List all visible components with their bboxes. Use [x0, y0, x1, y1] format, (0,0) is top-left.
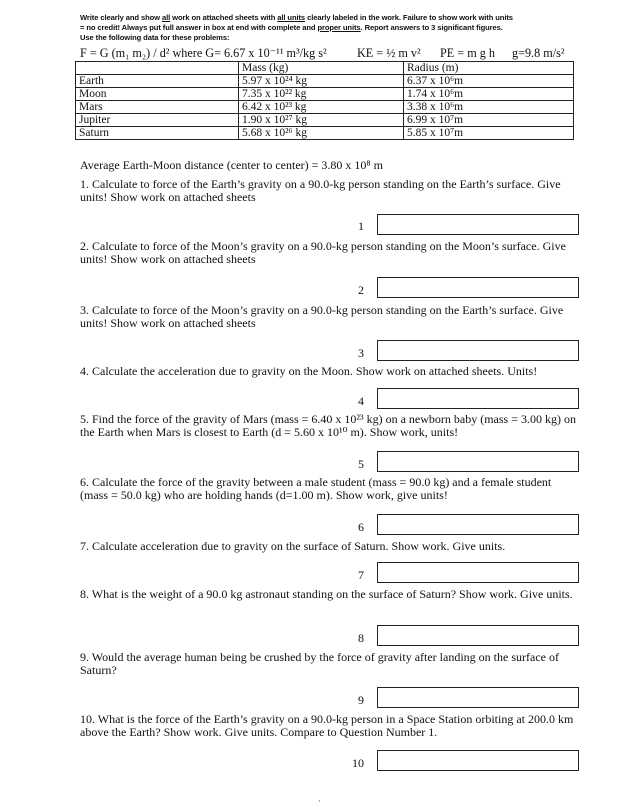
potential-energy-formula: PE = m g h: [440, 46, 495, 60]
table-cell: 6.99 x 10⁷m: [404, 114, 574, 127]
answer-label-1: 1: [358, 219, 364, 233]
question-2-text: 2. Calculate to force of the Moon’s gravity on a 90.0-kg person standing on the Moon’s surface. Give units! Show work on attached sheets: [80, 239, 566, 266]
avg-earth-moon-distance: Average Earth-Moon distance (center to center) = 3.80 x 10⁸ m: [80, 158, 383, 172]
gravity-formula: F = G (m₁ m₂) / d² where G= 6.67 x 10⁻¹¹ m³/kg s²: [80, 46, 327, 60]
table-cell: 1.90 x 10²⁷ kg: [239, 114, 404, 127]
question-3-text: 3. Calculate to force of the Moon’s gravity on a 90.0-kg person standing on the Earth’s surface. Give units! Show work on attached sheets: [80, 303, 564, 330]
instructions-line-3: Use the following data for these problems:: [80, 33, 230, 42]
answer-label-9: 9: [358, 693, 364, 707]
answer-label-10: 10: [352, 756, 364, 770]
answer-box-8[interactable]: [377, 625, 579, 646]
table-row: [76, 127, 574, 140]
answer-label-2: 2: [358, 283, 364, 297]
instr-text: . Report answers to 3 significant figures.: [360, 23, 503, 32]
question-6-text: 6. Calculate the force of the gravity between a male student (mass = 90.0 kg) and a female student (mass = 50.0 kg) who are holding hands (d=1.00 m). Show work, give units!: [80, 475, 552, 502]
table-cell: 7.35 x 10²² kg: [239, 88, 404, 101]
answer-box-1[interactable]: [377, 214, 579, 235]
instructions-line-2: [80, 23, 590, 33]
answer-box-3[interactable]: [377, 340, 579, 361]
table-cell: Moon: [76, 88, 239, 101]
question-5-text: 5. Find the force of the gravity of Mars (mass = 6.40 x 10²³ kg) on a newborn baby (mass = 3.00 kg) on the Earth when Mars is closest to Earth (d = 5.60 x 10¹⁰ m). Show work, units!: [80, 412, 576, 439]
instr-underline-all: all: [161, 13, 171, 22]
table-header-cell: Mass (kg): [239, 62, 404, 75]
question-7-text: 7. Calculate acceleration due to gravity on the surface of Saturn. Show work. Give units.: [80, 539, 506, 553]
answer-box-4[interactable]: [377, 388, 579, 409]
answer-label-5: 5: [358, 457, 364, 471]
instructions-line-1: [80, 13, 590, 23]
answer-box-5[interactable]: [377, 451, 579, 472]
answer-label-6: 6: [358, 520, 364, 534]
answer-box-6[interactable]: [377, 514, 579, 535]
instructions: [80, 13, 590, 43]
instr-text: clearly labeled in the work. Failure to show work with units: [305, 13, 513, 22]
question-10-text: 10. What is the force of the Earth’s gravity on a 90.0-kg person in a Space Station orbiting at 200.0 km above the Earth? Show work. Give units. Compare to Question Number 1.: [80, 712, 574, 739]
table-row: [76, 101, 574, 114]
question-4-text: 4. Calculate the acceleration due to gravity on the Moon. Show work on attached sheets. Units!: [80, 364, 538, 378]
answer-box-10[interactable]: [377, 750, 579, 771]
table-row: [76, 88, 574, 101]
answer-box-9[interactable]: [377, 687, 579, 708]
table-header-cell: Radius (m): [404, 62, 574, 75]
instr-underline-all-units: all units: [277, 13, 306, 22]
table-cell: Earth: [76, 75, 239, 88]
table-header-row: [76, 62, 574, 75]
footer-mark: ·: [318, 797, 321, 806]
table-header-cell: [76, 62, 239, 75]
answer-box-2[interactable]: [377, 277, 579, 298]
kinetic-energy-formula: KE = ½ m v²: [357, 46, 421, 60]
planet-data-table: [75, 61, 574, 140]
question-1-text: 1. Calculate to force of the Earth’s gravity on a 90.0-kg person standing on the Earth’s surface. Give units! Show work on attached sheets: [80, 177, 561, 204]
table-cell: 6.42 x 10²³ kg: [239, 101, 404, 114]
table-cell: 5.97 x 10²⁴ kg: [239, 75, 404, 88]
table-cell: 1.74 x 10⁶m: [404, 88, 574, 101]
answer-box-7[interactable]: [377, 562, 579, 583]
table-row: [76, 114, 574, 127]
table-cell: 6.37 x 10⁶m: [404, 75, 574, 88]
table-cell: Mars: [76, 101, 239, 114]
answer-label-3: 3: [358, 346, 364, 360]
table-cell: Saturn: [76, 127, 239, 140]
table-cell: Jupiter: [76, 114, 239, 127]
answer-label-7: 7: [358, 568, 364, 582]
table-row: [76, 75, 574, 88]
instr-text: = no credit! Always put full answer in box at end with complete and: [80, 23, 318, 32]
answer-label-8: 8: [358, 631, 364, 645]
question-8-text: 8. What is the weight of a 90.0 kg astronaut standing on the surface of Saturn? Show work. Give units.: [80, 587, 573, 601]
instr-text: Write clearly and show: [80, 13, 162, 22]
instr-underline-proper-units: proper units: [317, 23, 361, 32]
instr-text: work on attached sheets with: [170, 13, 278, 22]
table-cell: 3.38 x 10⁶m: [404, 101, 574, 114]
answer-label-4: 4: [358, 394, 364, 408]
table-cell: 5.68 x 10²⁶ kg: [239, 127, 404, 140]
table-cell: 5.85 x 10⁷m: [404, 127, 574, 140]
question-9-text: 9. Would the average human being be crushed by the force of gravity after landing on the surface of Saturn?: [80, 650, 559, 677]
gravity-constant: g=9.8 m/s²: [512, 46, 565, 60]
